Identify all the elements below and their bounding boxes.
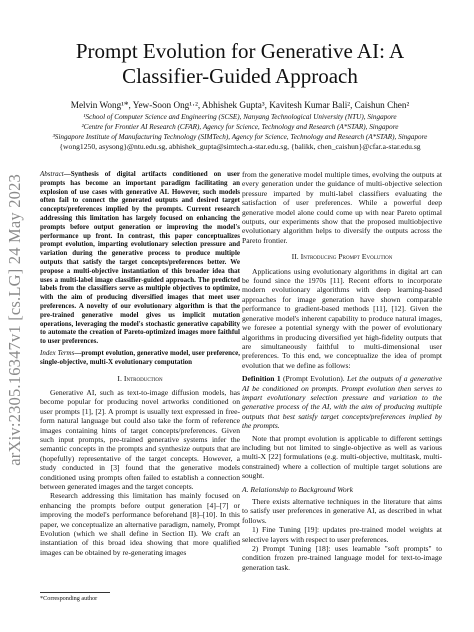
left-column [40,170,240,557]
author-emails: {wong1250, asysong}@ntu.edu.sg, abhishek_gupta@simtech.a-star.edu.sg, {balikk, chen_caishun}@cfar.a-star.edu.sg [59,142,421,151]
index-terms-body: —prompt evolution, generative model, user preference, single-objective, multi-X evolutionary computation [40,348,241,366]
right-continued-paragraph: from the generative model multiple times, evolving the outputs at every generation under the guidance of multi-objective selection pressure imparted by multi-label classifiers evaluating the satisfaction of user preferences. While a powerful deep generative model alone could come up with near Pareto optimal outputs, our experiments show that the proposed multiobjective evolutionary algorithm helps to diversify the outputs across the Pareto frontier. [242,170,442,245]
abstract-lead: Abstract [40,170,64,178]
abstract-body: —Synthesis of digital artifacts conditioned on user prompts has become an important paradigm facilitating an explosion of use cases with generative AI. However, such models often fail to connect the generated outputs and desired target concepts/preferences implied by the prompts. Current research addressing this limitation has largely focused on enhancing the prompts before output generation or improving the model's performance up front. In contrast, this paper conceptualizes prompt evolution, imparting evolutionary selection pressure and variation during the generative process to produce multiple outputs that satisfy the target concepts/preferences better. We propose a multi-objective instantiation of this broader idea that uses a multi-label image classifier-guided approach. The predicted labels from the classifiers serve as multiple objectives to optimize, with the aim of producing diversified images that meet user preferences. A novelty of our evolutionary algorithm is that the pre-trained generative model gives us implicit mutation operations, leveraging the model's stochastic generative capability to automate the creation of Pareto-optimized images more faithful to user preferences. [40,170,240,346]
paper-title [40,39,440,89]
subsection-a-paragraph-3: 2) Prompt Tuning [18]: uses learnable "soft prompts" to condition frozen pre-trained language model for text-to-image generation task. [242,544,442,572]
subsection-a-paragraph-1: There exists alternative techniques in the literature that aims to satisfy user preferences in generative AI, as described in what follows. [242,497,442,525]
arxiv-stamp-text: arXiv:2305.16347v1 [cs.LG] 24 May 2023 [5,174,24,466]
section-2-paragraph-2: Note that prompt evolution is applicable to different settings including but not limited to single-objective as well as various multi-X [22] formulations (e.g. multi-objective, multitask, multi-constrained) where a collection of multiple target solutions are sought. [242,433,442,481]
subsection-a-heading: A. Relationship to Background Work [242,484,354,494]
title-line-2: Classifier-Guided Approach [122,64,358,88]
section-2-paragraph-1: Applications using evolutionary algorithms in digital art can be found since the 1970s [11]. Recent efforts to incorporate modern evolutionary algorithms with deep learning-based approaches for image generation have shown comparable performance to gradient-based methods [11], [12]. Given the generative model's inherent capability to produce natural images, we foresee a potential synergy with the power of evolutionary algorithms in producing diversified yet high-fidelity outputs that are simultaneously faithful to multi-dimensional user preferences. To this end, we conceptualize the idea of prompt evolution that we define as follows: [242,266,442,370]
definition-body: Let the outputs of a generative AI be conditioned on prompts. Prompt evolution then serves to impart evolutionary selection pressure and variation to the generative process of the AI, with the aim of producing multiple outputs that best satisfy target concepts/preferences implied by the prompts. [242,374,442,431]
index-terms [40,349,240,367]
section-1-heading: I. Introduction [117,373,163,383]
footnote: *Corresponding author [40,595,98,602]
definition-1 [242,374,442,430]
definition-label: Definition 1 [242,374,281,384]
section-1-paragraph-2: Research addressing this limitation has mainly focused on enhancing the prompts before output generation [4]–[7] or improving the model's performance beforehand [8]–[10]. In this paper, we conceptualize an alternative paradigm, namely, Prompt Evolution (which we shall define in Section II). We craft an instantiation of this broad idea showing that more qualified images can be obtained by re-generating images [40,491,240,557]
title-line-1: Prompt Evolution for Generative AI: A [75,39,405,63]
right-column [242,170,442,572]
affiliation-1: ¹School of Computer Science and Engineering (SCSE), Nanyang Technological University (NTU), Singapore [83,113,397,121]
affiliation-2: ²Centre for Frontier AI Research (CFAR), Agency for Science, Technology and Research (A*STAR), Singapore [81,123,399,131]
arxiv-stamp [2,150,28,490]
section-2-heading: II. Introducing Prompt Evolution [291,252,393,262]
affiliation-3: ³Singapore Institute of Manufacturing Technology (SIMTech), Agency for Science, Technology and Research (A*STAR), Singapore [52,133,428,141]
author-names: Melvin Wong¹*, Yew-Soon Ong¹·², Abhishek Gupta³, Kavitesh Kumar Bali², Caishun Chen² [70,100,410,110]
section-1-paragraph-1: Generative AI, such as text-to-image diffusion models, has become popular for producing novel artworks conditioned on user prompts [1], [2]. A prompt is usually text expressed in free-form natural language but could also take the form of reference images containing hints of target concepts/preferences. Given such input prompts, pre-trained generative systems infer the semantic concepts in the prompts and synthesize outputs that are (hopefully) representative of the target concepts. However, a study conducted in [3] found that the generative models conditioned using prompts often failed to establish a connection between generated images and the target concepts. [40,387,240,491]
abstract [40,170,240,346]
definition-name: (Prompt Evolution). [280,374,348,384]
index-terms-lead: Index Terms [40,348,75,357]
subsection-a-paragraph-2: 1) Fine Tuning [19]: updates pre-trained model weights at selective layers with respect to user preferences. [242,525,442,544]
footnote-divider [40,592,110,593]
author-block [40,100,440,152]
